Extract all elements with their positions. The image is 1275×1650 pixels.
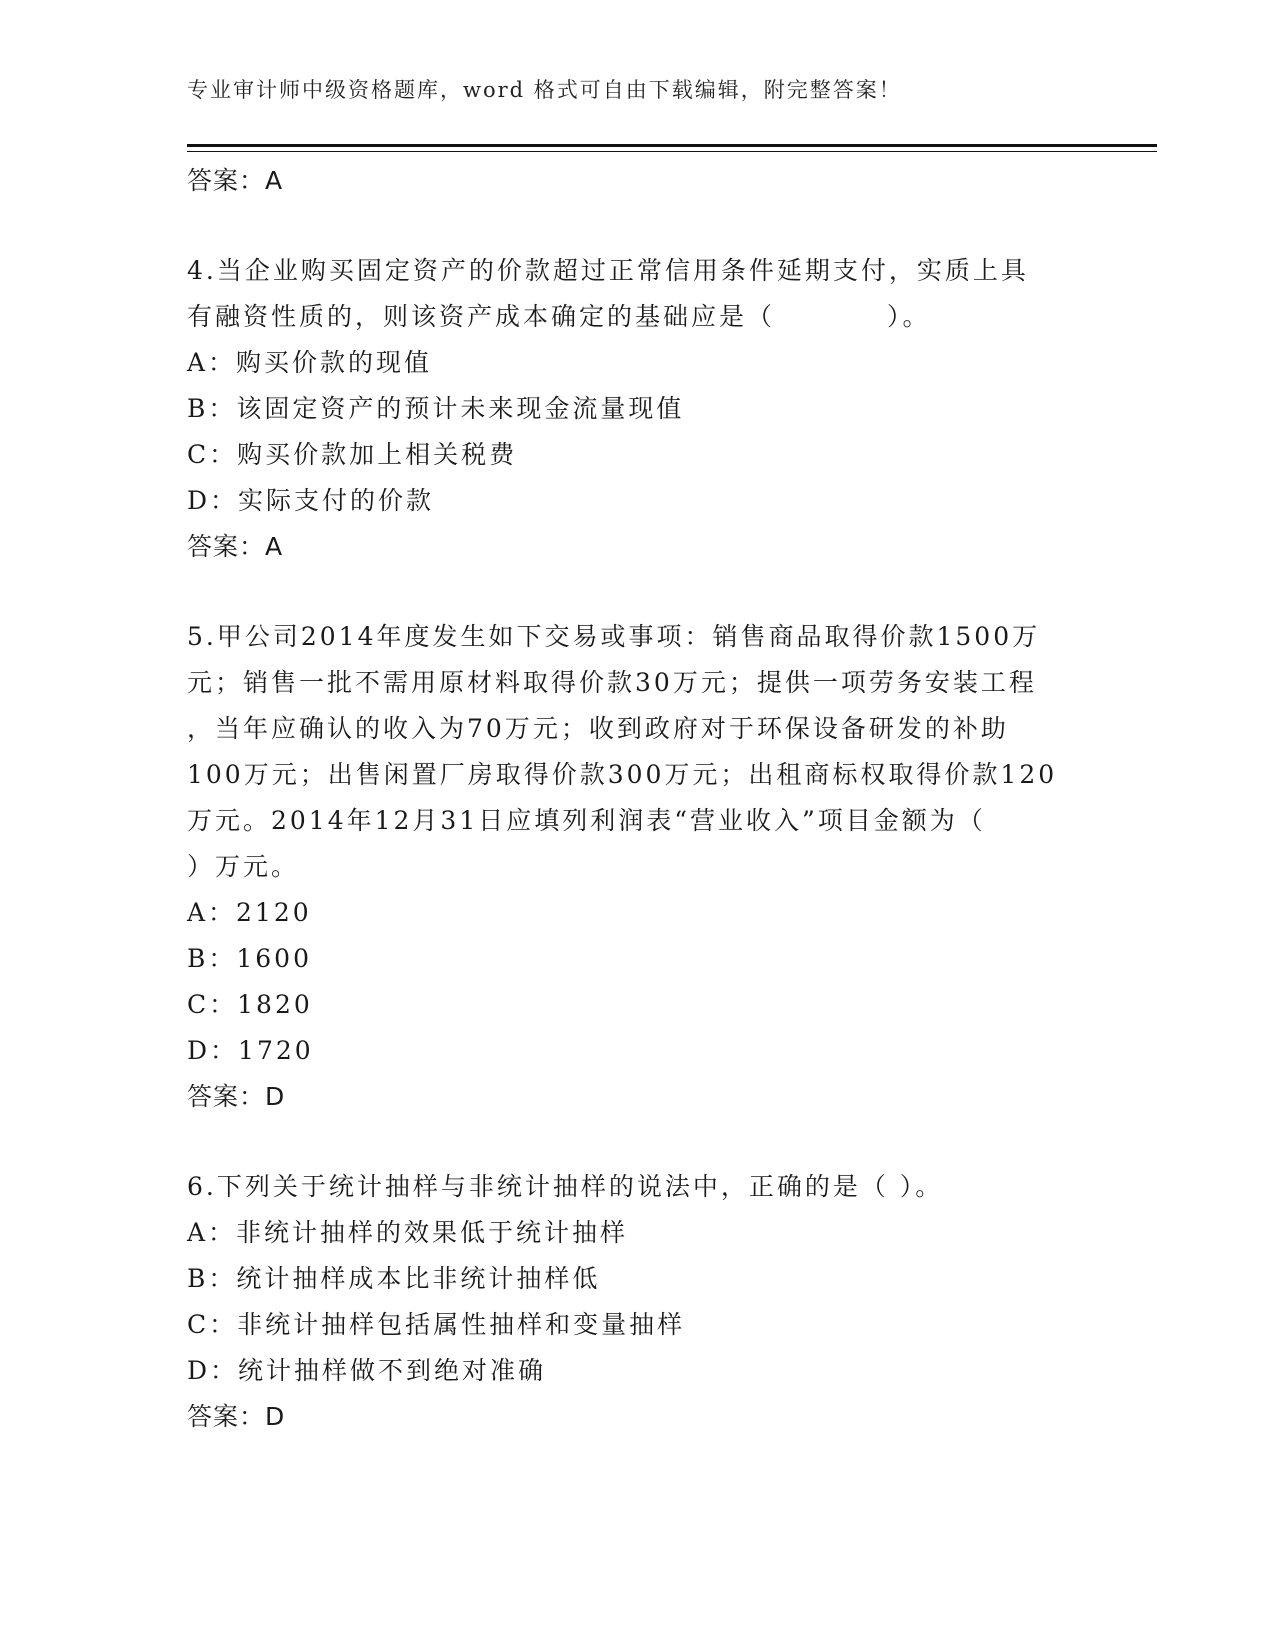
question-stem: 4.当企业购买固定资产的价款超过正常信用条件延期支付，实质上具 有融资性质的，则该资产成本确定的基础应是（ ）。 [187, 256, 1029, 331]
question-stem: 5.甲公司2014年度发生如下交易或事项：销售商品取得价款1500万 元；销售一批不需用原材料取得价款30万元；提供一项劳务安装工程 ，当年应确认的收入为70万元；收到政府对于环保设备研发的补助 100万元；出售闲置厂房取得价款300万元；出租商标权取得价款120 万元。2014年12月31日应填列利润表“营业收入”项目金额为（ ）万元。 [187, 622, 1058, 881]
option-c: C：购买价款加上相关税费 [187, 440, 518, 469]
option-a: A：非统计抽样的效果低于统计抽样 [187, 1218, 629, 1247]
option-d: D：统计抽样做不到绝对准确 [187, 1356, 547, 1385]
question-list [187, 158, 1087, 1440]
header-rule-thin [187, 151, 1157, 152]
option-a: A：2120 [187, 898, 312, 927]
option-b: B：该固定资产的预计未来现金流量现值 [187, 394, 685, 423]
answer-line: 答案：D [187, 1082, 286, 1111]
option-b: B：1600 [187, 944, 312, 973]
option-d: D：1720 [187, 1036, 314, 1065]
option-c: C：1820 [187, 990, 313, 1019]
header-rule-thick [187, 144, 1157, 147]
option-d: D：实际支付的价款 [187, 486, 435, 515]
answer-line: 答案：A [187, 532, 284, 561]
option-c: C：非统计抽样包括属性抽样和变量抽样 [187, 1310, 686, 1339]
question-4 [187, 248, 1087, 570]
option-b: B：统计抽样成本比非统计抽样低 [187, 1264, 601, 1293]
question-5 [187, 614, 1087, 1120]
answer-line: 答案：A [187, 166, 284, 195]
page-header: 专业审计师中级资格题库，word 格式可自由下载编辑，附完整答案！ [187, 78, 902, 102]
option-a: A：购买价款的现值 [187, 348, 433, 377]
question-6 [187, 1164, 1087, 1440]
answer-line: 答案：D [187, 1402, 286, 1431]
question-stem: 6.下列关于统计抽样与非统计抽样的说法中，正确的是（ ）。 [187, 1172, 944, 1201]
